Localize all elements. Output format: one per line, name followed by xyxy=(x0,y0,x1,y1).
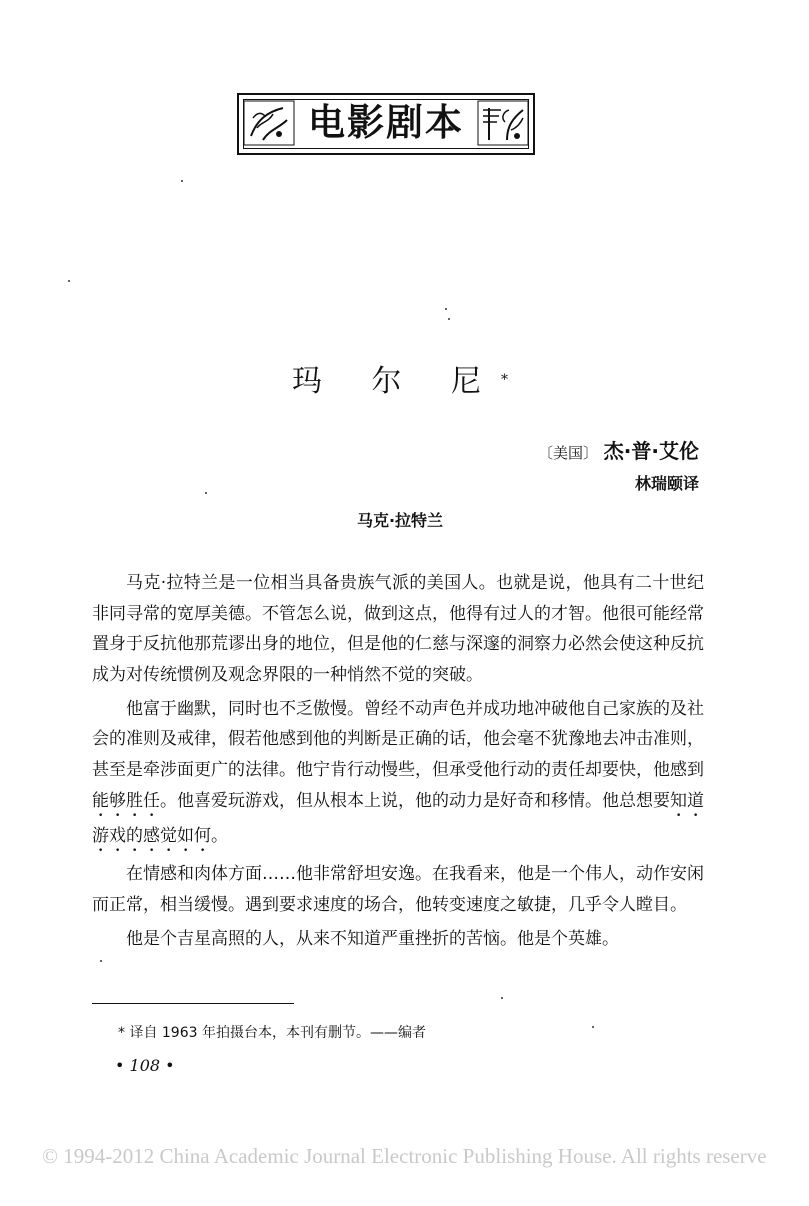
article-title-text: 玛 尔 尼 xyxy=(291,364,502,399)
title-footnote-marker: * xyxy=(501,372,509,388)
scan-speck xyxy=(501,997,503,999)
paragraph-text: 。他喜爱玩游戏，但从根本上说，他的动力是好奇和移情。他总想要 xyxy=(160,790,670,811)
translator-credit: 林瑞颐译 xyxy=(634,474,699,493)
author-country: 〔美国〕 xyxy=(538,444,599,462)
scan-speck xyxy=(100,960,102,962)
body-paragraph: 马克·拉特兰是一位相当具备贵族气派的美国人。也就是说，他具有二十世纪非同寻常的宽厚美德。不管怎么说，做到这点，他得有过人的才智。他很可能经常置身于反抗他那荒谬出身的地位，但是他的仁慈与深邃的洞察力必然会使这种反抗成为对传统惯例及观念界限的一种悄然不觉的突破。 xyxy=(92,573,704,685)
scan-speck xyxy=(448,318,450,320)
emphasized-text: 知道游戏的感觉如何 xyxy=(92,790,704,846)
emphasized-text: 能够胜任 xyxy=(92,790,160,811)
scan-speck xyxy=(592,1026,594,1028)
leaf-ornament-icon xyxy=(243,100,295,146)
author-line xyxy=(538,437,699,467)
paragraph-text: 。 xyxy=(211,825,228,846)
author-name: 杰·普·艾伦 xyxy=(603,439,699,463)
footnote-divider xyxy=(92,1003,294,1004)
scan-speck xyxy=(445,308,447,310)
section-banner-label: 电影剧本 xyxy=(308,101,464,144)
section-banner xyxy=(237,93,535,155)
copyright-watermark: © 1994-2012 China Academic Journal Electronic Publishing House. All rights reserve xyxy=(42,1144,767,1168)
paragraph-text: 他富于幽默，同时也不乏傲慢。曾经不动声色并成功地冲破他自己家族的及社会的准则及戒律，假若他感到他的判断是正确的话，他会毫不犹豫地去冲击准则，甚至是牵涉面更广的法律。他宁肯行动慢些，但承受他行动的责任却要快，他感到 xyxy=(92,698,704,781)
plant-ornament-icon xyxy=(477,100,529,146)
body-paragraph xyxy=(92,694,704,856)
body-paragraph: 他是个吉星高照的人，从来不知道严重挫折的苦恼。他是个英雄。 xyxy=(126,928,619,949)
article-title xyxy=(250,362,550,402)
scan-speck xyxy=(181,180,183,182)
page-number: • 108 • xyxy=(115,1056,175,1075)
scan-speck xyxy=(205,492,207,494)
footnote: * 译自 1963 年拍摄台本，本刊有删节。——编者 xyxy=(118,1025,426,1041)
article-body xyxy=(92,568,704,958)
character-subheading: 马克·拉特兰 xyxy=(356,511,444,530)
body-paragraph: 在情感和肉体方面……他非常舒坦安逸。在我看来，他是一个伟人，动作安闲而正常，相当缓慢。遇到要求速度的场合，他转变速度之敏捷，几乎令人瞠目。 xyxy=(92,864,704,915)
scan-speck xyxy=(68,280,70,282)
